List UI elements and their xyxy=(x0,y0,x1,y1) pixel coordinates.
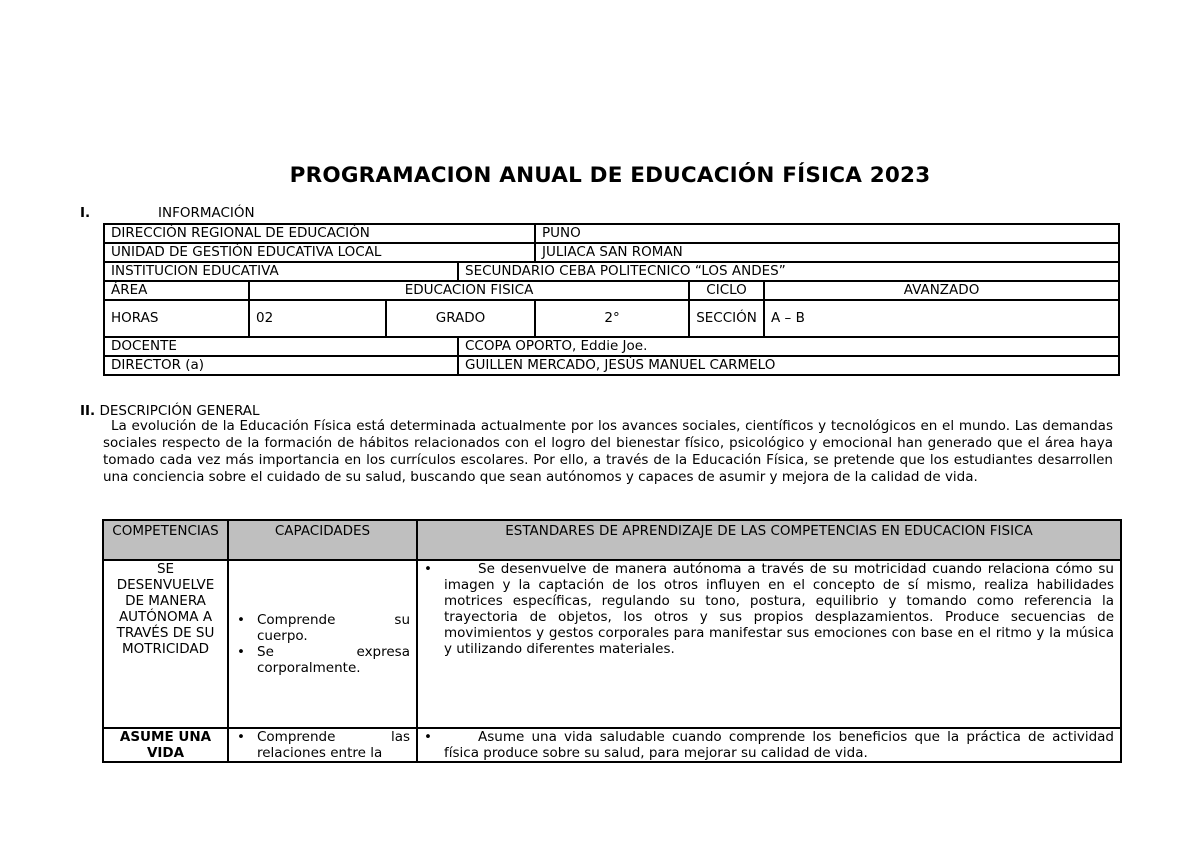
list-item: • Comprende las relaciones entre la xyxy=(237,729,410,761)
list-item: • Se expresa corporalmente. xyxy=(237,644,410,676)
table-row xyxy=(103,560,1121,728)
grado-value: 2° xyxy=(535,300,689,337)
section-number: I. xyxy=(80,205,91,221)
ie-value: SECUNDARIO CEBA POLITECNICO “LOS ANDES” xyxy=(458,262,1119,281)
info-row-area xyxy=(104,281,1119,300)
competencia-cell: ASUME UNA VIDA xyxy=(103,728,228,762)
dre-value: PUNO xyxy=(535,224,1119,243)
info-row-horas xyxy=(104,300,1119,337)
bullet-icon: • xyxy=(424,561,432,577)
info-row-ie xyxy=(104,262,1119,281)
docente-label: DOCENTE xyxy=(104,337,458,356)
director-value: GUILLEN MERCADO, JESÚS MANUEL CARMELO xyxy=(458,356,1119,375)
ciclo-value: AVANZADO xyxy=(764,281,1119,300)
ie-label: INSTITUCION EDUCATIVA xyxy=(104,262,458,281)
ciclo-label: CICLO xyxy=(689,281,764,300)
section-heading xyxy=(80,403,260,419)
horas-value: 02 xyxy=(249,300,386,337)
list-item: • Comprende su cuerpo. xyxy=(237,612,410,644)
table-row xyxy=(103,728,1121,762)
area-label: ÁREA xyxy=(104,281,249,300)
estandar-cell xyxy=(417,728,1121,762)
header-competencias: COMPETENCIAS xyxy=(103,520,228,560)
bullet-icon: • xyxy=(237,729,245,745)
header-capacidades: CAPACIDADES xyxy=(228,520,417,560)
bullet-icon: • xyxy=(237,644,245,660)
section-number: II. xyxy=(80,403,96,419)
horas-label: HORAS xyxy=(104,300,249,337)
info-row-director xyxy=(104,356,1119,375)
table-header-row xyxy=(103,520,1121,560)
dre-label: DIRECCIÓN REGIONAL DE EDUCACIÓN xyxy=(104,224,535,243)
document-title: PROGRAMACION ANUAL DE EDUCACIÓN FÍSICA 2023 xyxy=(289,163,931,188)
seccion-value: A – B xyxy=(764,300,1119,337)
header-estandares: ESTANDARES DE APRENDIZAJE DE LAS COMPETENCIAS EN EDUCACION FISICA xyxy=(417,520,1121,560)
estandar-text: Se desenvuelve de manera autónoma a través de su motricidad cuando relaciona cómo su imagen y la captación de los otros influyen en el concepto de sí mismo, realiza habilidades motrices específicas, regulando su tono, postura, equilibrio y tomando como referencia la trayectoria de objetos, los otros y sus propios desplazamientos. Produce secuencias de movimientos y gestos corporales para manifestar sus emociones con base en el ritmo y la música y utilizando diferentes materiales. xyxy=(444,561,1114,657)
ugel-label: UNIDAD DE GESTIÓN EDUCATIVA LOCAL xyxy=(104,243,535,262)
section-heading: INFORMACIÓN xyxy=(158,205,255,221)
capacidades-cell xyxy=(228,728,417,762)
docente-value: CCOPA OPORTO, Eddie Joe. xyxy=(458,337,1119,356)
description-paragraph: La evolución de la Educación Física está determinada actualmente por los avances sociales, científicos y tecnológicos en el mundo. Las demandas sociales respecto de la formación de hábitos relacionados con el logro del bienestar físico, psicológico y emocional han generado que el área haya tomado cada vez más importancia en los currículos escolares. Por ello, a través de la Educación Física, se pretende que los estudiantes desarrollen una conciencia sobre el cuidado de su salud, buscando que sean autónomos y capaces de asumir y mejora de la calidad de vida. xyxy=(103,418,1113,485)
estandar-text: Asume una vida saludable cuando comprende los beneficios que la práctica de actividad física produce sobre su salud, para mejorar su calidad de vida. xyxy=(444,729,1114,761)
estandar-cell xyxy=(417,560,1121,728)
info-table xyxy=(103,223,1120,376)
info-row-docente xyxy=(104,337,1119,356)
bullet-icon: • xyxy=(424,729,432,745)
info-row-ugel xyxy=(104,243,1119,262)
area-value: EDUCACION FISICA xyxy=(249,281,689,300)
bullet-icon: • xyxy=(237,612,245,628)
grado-label: GRADO xyxy=(386,300,535,337)
seccion-label: SECCIÓN xyxy=(689,300,764,337)
director-label: DIRECTOR (a) xyxy=(104,356,458,375)
ugel-value: JULIACA SAN ROMAN xyxy=(535,243,1119,262)
capacidades-cell xyxy=(228,560,417,728)
competencia-cell: SE DESENVUELVE DE MANERA AUTÓNOMA A TRAVÉS DE SU MOTRICIDAD xyxy=(103,560,228,728)
competencias-table xyxy=(102,519,1122,763)
info-row-dre xyxy=(104,224,1119,243)
section-label: DESCRIPCIÓN GENERAL xyxy=(99,403,260,419)
